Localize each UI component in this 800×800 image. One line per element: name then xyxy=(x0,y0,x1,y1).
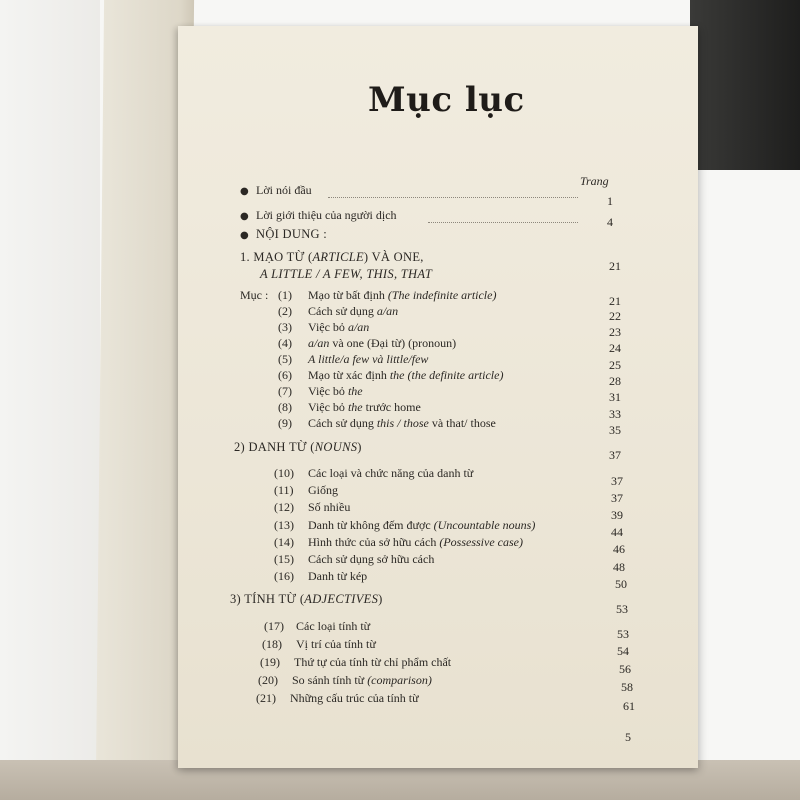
toc-item-number: (16) xyxy=(274,569,294,583)
toc-page-number: 61 xyxy=(623,699,635,713)
toc-page-number: 21 xyxy=(609,294,621,308)
toc-item-title: Mạo từ bất định (The indefinite article) xyxy=(308,288,497,302)
toc-item-number: (11) xyxy=(274,483,294,497)
bullet-icon: ● xyxy=(240,230,249,241)
toc-page-number: 46 xyxy=(613,542,625,556)
book-page xyxy=(178,26,698,768)
background-dark-corner xyxy=(690,0,800,170)
toc-item-title: Vị trí của tính từ xyxy=(296,637,376,651)
toc-item-title: Danh từ kép xyxy=(308,569,368,583)
toc-item-number: (4) xyxy=(278,336,292,350)
toc-page-number: 33 xyxy=(609,407,621,421)
toc-item-number: (7) xyxy=(278,384,292,398)
section-heading-line2: A LITTLE / A FEW, THIS, THAT xyxy=(260,267,433,281)
toc-page-number: 37 xyxy=(611,474,623,488)
toc-page-number: 1 xyxy=(607,194,613,208)
toc-item-title: Các loại tính từ xyxy=(296,619,371,633)
toc-item-number: (2) xyxy=(278,304,292,318)
toc-page-number: 37 xyxy=(609,448,621,462)
toc-item-title: Hình thức của sở hữu cách (Possessive case) xyxy=(308,535,523,549)
toc-item-title: Các loại và chức năng của danh từ xyxy=(308,466,474,480)
background-left xyxy=(0,0,100,800)
toc-item-title: Danh từ không đếm được (Uncountable nouns) xyxy=(308,518,536,532)
toc-item-title: A little/a few và little/few xyxy=(308,352,429,366)
toc-page-number: 37 xyxy=(611,491,623,505)
page-title: Mục lục xyxy=(368,80,525,120)
toc-page-number: 31 xyxy=(609,390,621,404)
toc-item-title: Việc bỏ the trước home xyxy=(308,400,421,414)
toc-entry-foreword: Lời nói đầu xyxy=(256,183,312,197)
toc-page-number: 22 xyxy=(609,309,621,323)
toc-item-number: (19) xyxy=(260,655,280,669)
dot-leader xyxy=(428,222,578,223)
toc-item-title: Cách sử dụng a/an xyxy=(308,304,399,318)
toc-item-title: Cách sử dụng this / those và that/ those xyxy=(308,416,496,430)
toc-entry-contents: NỘI DUNG : xyxy=(256,227,328,241)
toc-item-number: (20) xyxy=(258,673,278,687)
toc-item-title: Mạo từ xác định the (the definite article) xyxy=(308,368,504,382)
toc-item-title: Số nhiều xyxy=(308,500,351,514)
bullet-icon: ● xyxy=(240,186,249,197)
toc-page-number: 56 xyxy=(619,662,631,676)
dot-leader xyxy=(328,197,578,198)
toc-page-number: 44 xyxy=(611,525,623,539)
toc-item-number: (13) xyxy=(274,518,294,532)
toc-page-number: 48 xyxy=(613,560,625,574)
toc-page-number: 58 xyxy=(621,680,633,694)
page-column-header: Trang xyxy=(580,174,609,188)
toc-item-title: Thứ tự của tính từ chỉ phẩm chất xyxy=(294,655,452,669)
toc-page-number: 39 xyxy=(611,508,623,522)
toc-item-number: (9) xyxy=(278,416,292,430)
toc-page-number: 53 xyxy=(616,602,628,616)
toc-page-number: 53 xyxy=(617,627,629,641)
toc-item-title: Giống xyxy=(308,483,338,497)
toc-page-number: 24 xyxy=(609,341,621,355)
bullet-icon: ● xyxy=(240,211,249,222)
toc-page-number: 25 xyxy=(609,358,621,372)
toc-item-number: (18) xyxy=(262,637,282,651)
section-heading: 3) TÍNH TỪ (ADJECTIVES) xyxy=(230,592,383,606)
section-heading: 1. MẠO TỪ (ARTICLE) VÀ ONE, xyxy=(240,250,424,264)
toc-item-number: (10) xyxy=(274,466,294,480)
toc-item-title: a/an và one (Đại từ) (pronoun) xyxy=(308,336,457,350)
section-heading: 2) DANH TỪ (NOUNS) xyxy=(234,440,362,454)
toc-item-number: (3) xyxy=(278,320,292,334)
toc-item-title: Cách sử dụng sở hữu cách xyxy=(308,552,435,566)
toc-page-number: 54 xyxy=(617,644,629,658)
toc-page-number: 23 xyxy=(609,325,621,339)
toc-page-number: 28 xyxy=(609,374,621,388)
toc-entry-translator-intro: Lời giới thiệu của người dịch xyxy=(256,208,397,222)
muc-label: Mục : xyxy=(240,288,269,302)
toc-item-number: (17) xyxy=(264,619,284,633)
toc-item-number: (14) xyxy=(274,535,294,549)
toc-page-number: 35 xyxy=(609,423,621,437)
footer-page-number: 5 xyxy=(625,730,631,744)
toc-item-title: So sánh tính từ (comparison) xyxy=(292,673,432,687)
toc-item-number: (1) xyxy=(278,288,292,302)
toc-item-title: Những cấu trúc của tính từ xyxy=(290,691,419,705)
toc-page-number: 21 xyxy=(609,259,621,273)
toc-page-number: 50 xyxy=(615,577,627,591)
toc-item-number: (6) xyxy=(278,368,292,382)
toc-item-number: (5) xyxy=(278,352,292,366)
toc-item-number: (15) xyxy=(274,552,294,566)
toc-item-number: (12) xyxy=(274,500,294,514)
toc-item-title: Việc bỏ a/an xyxy=(308,320,370,334)
toc-item-number: (8) xyxy=(278,400,292,414)
toc-page-number: 4 xyxy=(607,215,613,229)
toc-item-number: (21) xyxy=(256,691,276,705)
toc-item-title: Việc bỏ the xyxy=(308,384,363,398)
